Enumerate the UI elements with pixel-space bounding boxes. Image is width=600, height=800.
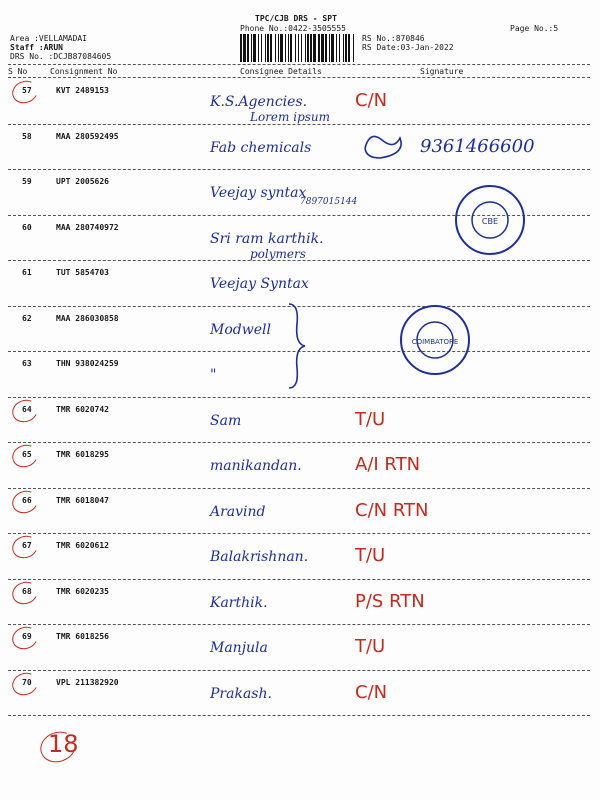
row-consignee-name: Karthik. [210,594,268,611]
row-circle-mark [9,441,41,471]
row-signature: 7897015144 [300,197,358,207]
row-consignee-name: Prakash. [210,685,272,702]
row-divider [8,533,590,534]
row-consignee-name: Modwell [210,321,271,338]
bracket-mark [285,300,315,392]
row-divider [8,488,590,489]
footer-circled-number: 18 [48,730,79,758]
row-circle-mark [9,578,41,608]
row-consignment: TMR 6020235 [56,586,109,596]
row-sno: 66 [22,495,32,505]
row-divider [8,397,590,398]
row-sno: 61 [22,268,32,277]
row-consignee-name: K.S.Agencies. [210,94,308,110]
row-divider [8,715,590,716]
row-consignee-name: Sam [210,412,242,429]
row-signature: C/N [355,681,388,703]
row-divider [8,260,590,261]
row-sno: 69 [22,632,32,641]
signature-scribble [360,128,410,164]
row-consignee-name: Veejay Syntax [210,276,309,292]
row-circle-mark [9,487,41,517]
header-divider [8,64,590,65]
company-stamp-1 [450,180,530,260]
row-consignment: TMR 6018256 [56,632,109,641]
page-number: Page No.:5 [510,24,559,33]
row-divider [8,442,590,443]
row-consignment: UPT 2005626 [56,177,109,186]
row-consignee-name: Veejay syntax [210,185,307,201]
row-sno: 57 [22,86,32,95]
area-label: Area :VELLAMADAI [10,34,88,43]
row-divider [8,624,590,625]
row-signature: A/I RTN [355,454,421,475]
row-circle-mark [9,623,41,653]
svg-text:COIMBATORE: COIMBATORE [411,338,459,346]
row-circle-mark [9,396,41,426]
row-consignment: MAA 280592495 [56,131,119,141]
row-consignment: KVT 2489153 [56,86,109,95]
row-consignment: MAA 286030858 [56,313,119,323]
row-circle-mark [9,669,41,699]
row-sno: 60 [22,222,32,232]
row-signature: T/U [355,545,386,566]
row-consignee-name: Manjula [210,640,268,656]
row-consignment: TMR 6020742 [56,404,109,414]
row-consignee-name: Aravind [210,503,266,520]
row-consignment: TMR 6020612 [56,541,109,550]
drs-number: DRS No. :DCJB87084605 [10,52,112,61]
svg-text:CBE: CBE [481,217,499,226]
row-consignee-name: Balakrishnan. [210,549,309,565]
row-sno: 58 [22,131,32,141]
report-title: TPC/CJB DRS - SPT [255,14,337,23]
row-signature: T/U [355,408,386,430]
row-signature: C/N [355,90,388,111]
row-consignee-name: " [210,367,217,383]
rs-number: RS No.:870846 [362,34,425,43]
company-stamp-2 [395,300,475,380]
row-sno: 64 [22,404,32,414]
row-consignee-name: Fab chemicals [210,139,312,156]
col-sno: S No [8,67,28,76]
row-divider [8,579,590,580]
row-sno: 68 [22,586,32,596]
row-sno: 63 [22,359,32,368]
phone-number: Phone No.:0422-3505555 [240,24,346,33]
row-divider [8,124,590,125]
row-sno: 59 [22,177,32,186]
row-consignment: TMR 6018295 [56,450,109,459]
row-consignment: TMR 6018047 [56,495,109,505]
row-divider [8,169,590,170]
row-consignee-name-2: polymers [250,246,306,261]
row-consignment: MAA 280740972 [56,222,119,232]
row-consignee-name-2: Lorem ipsum [250,110,331,124]
row-signature: T/U [355,636,386,657]
row-consignment: TUT 5854703 [56,268,109,277]
row-consignment: VPL 211382920 [56,677,119,687]
col-signature: Signature [420,67,464,76]
staff-label: Staff :ARUN [10,43,63,52]
row-sno: 67 [22,541,32,550]
row-circle-mark [9,532,41,562]
row-sno: 65 [22,450,32,459]
row-consignee-name: manikandan. [210,458,302,474]
row-signature: 9361466600 [420,135,535,157]
row-consignee-name: Sri ram karthik. [210,230,324,247]
row-signature: P/S RTN [355,590,425,612]
row-signature: C/N RTN [355,499,429,521]
row-circle-mark [9,77,41,107]
row-sno: 62 [22,313,32,323]
rs-date: RS Date:03-Jan-2022 [362,43,454,52]
row-divider [8,670,590,671]
row-consignment: THN 938024259 [56,359,119,368]
header-divider-bottom [8,77,590,78]
row-sno: 70 [22,677,32,687]
barcode [240,34,356,62]
col-consignee: Consignee Details [240,67,322,76]
col-consignment: Consignment No [50,67,118,76]
